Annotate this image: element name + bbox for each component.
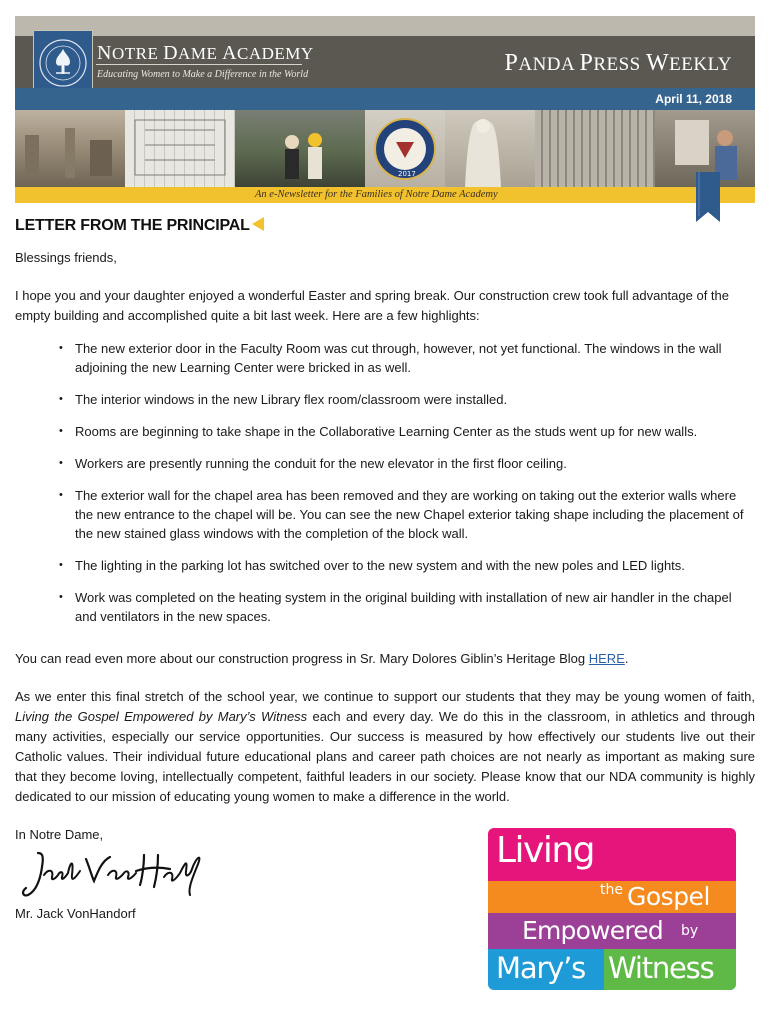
heritage-blog-link[interactable]: HERE bbox=[588, 651, 625, 666]
logo-row-gospel bbox=[488, 881, 736, 913]
logo-row-living bbox=[488, 828, 736, 881]
list-item: • The interior windows in the new Library flex room/classroom were installed. bbox=[59, 390, 755, 409]
intro-paragraph: I hope you and your daughter enjoyed a wonderful Easter and spring break. Our construction crew took full advantage of the empty building and accomplished quite a bit last week. Here are a few highlights: bbox=[15, 288, 729, 323]
logo-empowered: Empowered bbox=[522, 916, 663, 945]
sign-off: In Notre Dame, bbox=[15, 827, 104, 842]
list-item: • The exterior wall for the chapel area has been removed and they are working on taking out the exterior walls where the new entrance to the chapel will be. You can see the new Chapel exterior taking shape including the placement of the new stained glass windows with the completion of the block wall. bbox=[59, 486, 755, 543]
list-item: • Rooms are beginning to take shape in the Collaborative Learning Center as the studs went up for new walls. bbox=[59, 422, 755, 441]
list-item: • The lighting in the parking lot has switched over to the new system and with the new poles and LED lights. bbox=[59, 556, 755, 575]
list-item: • Workers are presently running the conduit for the new elevator in the first floor ceiling. bbox=[59, 454, 755, 473]
school-name-rule bbox=[96, 64, 302, 65]
list-item: • Work was completed on the heating system in the original building with installation of new air handler in the chapel and ventilators in the new spaces. bbox=[59, 588, 755, 626]
letter-heading-text: LETTER FROM THE PRINCIPAL bbox=[15, 217, 250, 234]
publication-title: PANDA PRESS WEEKLY bbox=[504, 50, 732, 76]
letter-heading bbox=[15, 217, 264, 235]
construction-photo-strip bbox=[15, 110, 755, 187]
enewsletter-caption: An e-Newsletter for the Families of Notre Dame Academy bbox=[255, 189, 498, 200]
school-tagline: Educating Women to Make a Difference in the World bbox=[97, 69, 309, 80]
list-item: • The new exterior door in the Faculty Room was cut through, however, not yet functional. The windows in the wall adjoining the new Learning Center were bricked in as well. bbox=[59, 339, 755, 377]
logo-marys: Mary’s bbox=[496, 951, 586, 985]
svg-text:2017: 2017 bbox=[398, 170, 416, 178]
logo-living: Living bbox=[496, 830, 595, 871]
closing-text-end: each and every day. We do this in the classroom, in athletics and through many activities, especially our service opportunities. Our success is measured by how effectively our students live out their Catholic values. Their individual future educational plans and career path choices are not nearly as important as making sure that they become loving, intellectually competent, faithful leaders in our society. Please know that our NDA community is highly dedicated to our mission of educating young women to make a difference in the world. bbox=[15, 709, 755, 804]
logo-witness: Witness bbox=[608, 951, 714, 985]
logo-by: by bbox=[681, 923, 699, 939]
greeting: Blessings friends, bbox=[15, 250, 117, 265]
issue-date: April 11, 2018 bbox=[655, 92, 732, 106]
photo-details bbox=[15, 110, 755, 187]
logo-the: the bbox=[600, 882, 623, 898]
highlights-list bbox=[59, 339, 755, 639]
blog-period: . bbox=[624, 651, 629, 666]
logo-row-empowered bbox=[488, 913, 736, 949]
mission-motto: Living the Gospel Empowered by Mary’s Witness bbox=[15, 709, 308, 724]
bookmark-ribbon-icon bbox=[696, 172, 720, 222]
logo-row-marys-witness bbox=[488, 949, 736, 990]
living-the-gospel-logo bbox=[488, 828, 736, 990]
logo-gospel: Gospel bbox=[627, 882, 710, 911]
closing-paragraph bbox=[15, 687, 755, 807]
blog-paragraph bbox=[15, 649, 755, 669]
header-top-band bbox=[15, 16, 755, 36]
principal-signature bbox=[20, 845, 210, 905]
closing-text-start: As we enter this final stretch of the school year, we continue to support our students that they may be young women of faith, bbox=[15, 689, 755, 704]
school-name: NOTRE DAME ACADEMY bbox=[97, 42, 314, 64]
date-bar bbox=[15, 88, 755, 110]
principal-name: Mr. Jack VonHandorf bbox=[15, 906, 136, 921]
heading-arrow-icon bbox=[252, 217, 264, 231]
blog-text: You can read even more about our construction progress in Sr. Mary Dolores Giblin’s Heritage Blog bbox=[15, 651, 589, 666]
